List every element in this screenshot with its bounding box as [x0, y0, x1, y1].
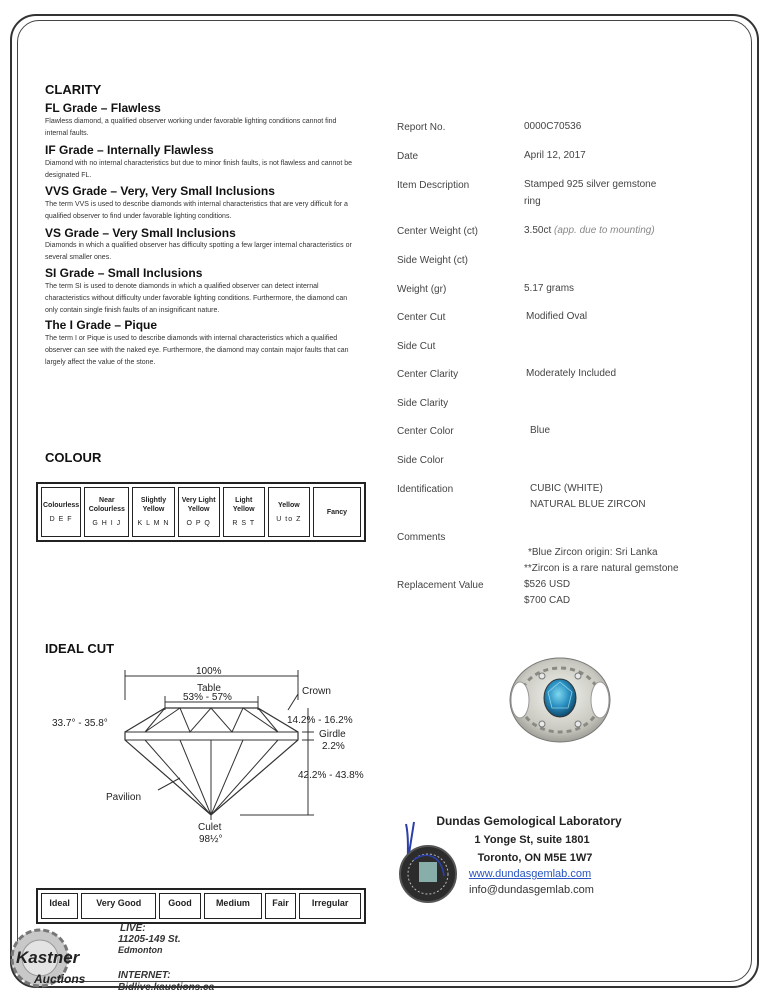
- report-no-value: 0000C70536: [524, 121, 582, 132]
- crown-facets: [145, 708, 278, 732]
- watermark-site[interactable]: Bidlive.kauctions.ca: [118, 982, 215, 993]
- colour-cell-label: Near Colourless: [88, 497, 125, 513]
- comments-value-line2: **Zircon is a rare natural gemstone: [524, 563, 679, 574]
- clarity-fl-title: FL Grade – Flawless: [45, 101, 161, 115]
- hologram: [419, 862, 437, 882]
- auction-watermark-logo: [4, 928, 108, 998]
- cut-grade-cell: Fair: [265, 893, 296, 919]
- clarity-if-text: Diamond with no internal characteristics but due to minor finish faults, is not flawless and cannot be designated FL.: [45, 160, 352, 179]
- replacement-value-label: Replacement Value: [397, 580, 484, 591]
- comments-value-line1: *Blue Zircon origin: Sri Lanka: [528, 547, 658, 558]
- table-label: Table: [197, 683, 221, 694]
- replacement-value-cad: $700 CAD: [524, 595, 571, 606]
- clarity-if-title: IF Grade – Internally Flawless: [45, 143, 214, 157]
- watermark-city: Edmonton: [118, 945, 163, 955]
- colour-cell-label: Light Yellow: [232, 497, 255, 513]
- item-description-value-line1: Stamped 925 silver gemstone: [524, 179, 657, 190]
- clarity-i-text: The term I or Pique is used to describe diamonds with internal characteristics which a qualified observer can see with the naked eye. Furthermore, the diamond may contain major faults that can largely affect the value of the stone.: [45, 335, 349, 366]
- side-weight-label: Side Weight (ct): [397, 255, 468, 266]
- colour-cell-grade: U to Z: [276, 515, 302, 523]
- date-label: Date: [397, 151, 419, 162]
- clarity-i-title: The I Grade – Pique: [45, 318, 158, 332]
- width-label: 100%: [196, 666, 222, 677]
- center-clarity-value: Moderately Included: [526, 368, 617, 379]
- side-clarity-label: Side Clarity: [397, 398, 449, 409]
- auction-brand-top: Kastner: [16, 948, 80, 967]
- diamond-proportions-diagram: [40, 660, 370, 850]
- colour-scale-table: [36, 482, 366, 542]
- colour-cell-grade: O P Q: [186, 520, 211, 527]
- clarity-si-title: SI Grade – Small Inclusions: [45, 266, 203, 280]
- girdle-value-label: 2.2%: [322, 741, 345, 752]
- colour-cell-label: Fancy: [326, 508, 348, 516]
- lab-address-line1: 1 Yonge St, suite 1801: [474, 834, 590, 846]
- side-color-label: Side Color: [397, 455, 444, 466]
- center-weight-amount: 3.50ct: [524, 225, 552, 236]
- identification-value-line2: NATURAL BLUE ZIRCON: [530, 499, 646, 510]
- cut-grade-cell: Good: [159, 893, 201, 919]
- crown-angle-label: 33.7° - 35.8°: [52, 718, 108, 729]
- colour-cell-label: Very Light Yellow: [181, 497, 216, 513]
- center-weight-value: [524, 223, 655, 239]
- colour-cell: [268, 487, 310, 537]
- girdle-label: Girdle: [319, 729, 346, 740]
- clarity-heading: CLARITY: [45, 82, 102, 97]
- colour-cell: [313, 487, 361, 537]
- clarity-si-text: The term SI is used to denote diamonds in which a qualified observer can detect internal characteristics without difficulty under favorable lighting conditions. Furthermore, the diamond can only contain single finish faults of an insignificant nature.: [45, 283, 348, 314]
- clarity-vvs-text: The term VVS is used to describe diamonds with internal characteristics that are very difficult for a qualified observer to find under favorable lighting conditions.: [45, 201, 348, 220]
- lab-name: Dundas Gemological Laboratory: [436, 814, 622, 828]
- watermark-internet-label: INTERNET:: [118, 970, 171, 981]
- date-value: April 12, 2017: [524, 150, 586, 161]
- weight-gr-label: Weight (gr): [397, 284, 447, 295]
- cut-grade-table: [36, 888, 366, 924]
- pavilion-pointer: [158, 778, 180, 790]
- colour-cell-label: Colourless: [43, 501, 80, 509]
- lab-email: info@dundasgemlab.com: [469, 884, 594, 896]
- lab-seal-stamp: [392, 820, 464, 906]
- lab-website-link[interactable]: www.dundasgemlab.com: [468, 868, 592, 880]
- pavilion-facet-left: [145, 740, 211, 815]
- pavilion-label: Pavilion: [106, 792, 142, 803]
- culet-value-label: 98½°: [199, 834, 223, 845]
- weight-gr-value: 5.17 grams: [524, 283, 575, 294]
- table-range-label: 53% - 57%: [183, 692, 232, 703]
- crown-height-label: 14.2% - 16.2%: [287, 715, 353, 726]
- center-color-value: Blue: [530, 425, 551, 436]
- lab-address-line2: Toronto, ON M5E 1W7: [477, 852, 593, 864]
- colour-cell: [84, 487, 129, 537]
- colour-cell-grade: K L M N: [137, 520, 170, 527]
- pavilion-depth-label: 42.2% - 43.8%: [298, 770, 364, 781]
- item-description-label: Item Description: [397, 180, 470, 191]
- colour-cell: [132, 487, 174, 537]
- center-color-label: Center Color: [397, 426, 454, 437]
- colour-cell-grade: G H I J: [92, 520, 122, 527]
- cut-grade-cell: Medium: [204, 893, 262, 919]
- center-weight-label: Center Weight (ct): [397, 226, 478, 237]
- identification-label: Identification: [397, 484, 454, 495]
- item-description-value-line2: ring: [524, 196, 541, 207]
- colour-cell-grade: D E F: [49, 515, 73, 523]
- colour-cell: [223, 487, 265, 537]
- clarity-fl-text: Flawless diamond, a qualified observer working under favorable lighting conditions cannot find internal faults.: [45, 118, 337, 137]
- colour-cell: [41, 487, 81, 537]
- ideal-cut-heading: IDEAL CUT: [45, 641, 115, 656]
- pavilion-facet-right: [211, 740, 278, 815]
- cut-grade-cell: Very Good: [81, 893, 156, 919]
- crown-label: Crown: [302, 686, 331, 697]
- comments-label: Comments: [397, 532, 446, 543]
- identification-value-line1: CUBIC (WHITE): [530, 483, 603, 494]
- auction-brand-bottom: Auctions: [34, 972, 86, 986]
- colour-cell-label: Slightly Yellow: [140, 497, 167, 513]
- watermark-address: 11205-149 St.: [118, 934, 181, 945]
- clarity-vs-text: Diamonds in which a qualified observer has difficulty spotting a few larger internal characteristics or several smaller ones.: [45, 242, 352, 261]
- center-weight-note: (app. due to mounting): [554, 225, 655, 236]
- center-clarity-label: Center Clarity: [397, 369, 459, 380]
- colour-heading: COLOUR: [45, 450, 102, 465]
- clarity-vvs-title: VVS Grade – Very, Very Small Inclusions: [45, 184, 275, 198]
- culet-label: Culet: [198, 822, 222, 833]
- side-cut-label: Side Cut: [397, 341, 436, 352]
- watermark-live-label: LIVE:: [120, 923, 146, 934]
- report-no-label: Report No.: [397, 122, 446, 133]
- clarity-vs-title: VS Grade – Very Small Inclusions: [45, 226, 236, 240]
- crown-pointer: [288, 694, 298, 710]
- ring-photo: [498, 648, 628, 756]
- colour-cell-label: Yellow: [277, 501, 300, 509]
- replacement-value-usd: $526 USD: [524, 579, 571, 590]
- center-cut-value: Modified Oval: [526, 311, 588, 322]
- colour-cell: [178, 487, 220, 537]
- cut-grade-cell: Irregular: [299, 893, 361, 919]
- center-cut-label: Center Cut: [397, 312, 446, 323]
- cut-grade-cell: Ideal: [41, 893, 78, 919]
- colour-cell-grade: R S T: [232, 520, 256, 527]
